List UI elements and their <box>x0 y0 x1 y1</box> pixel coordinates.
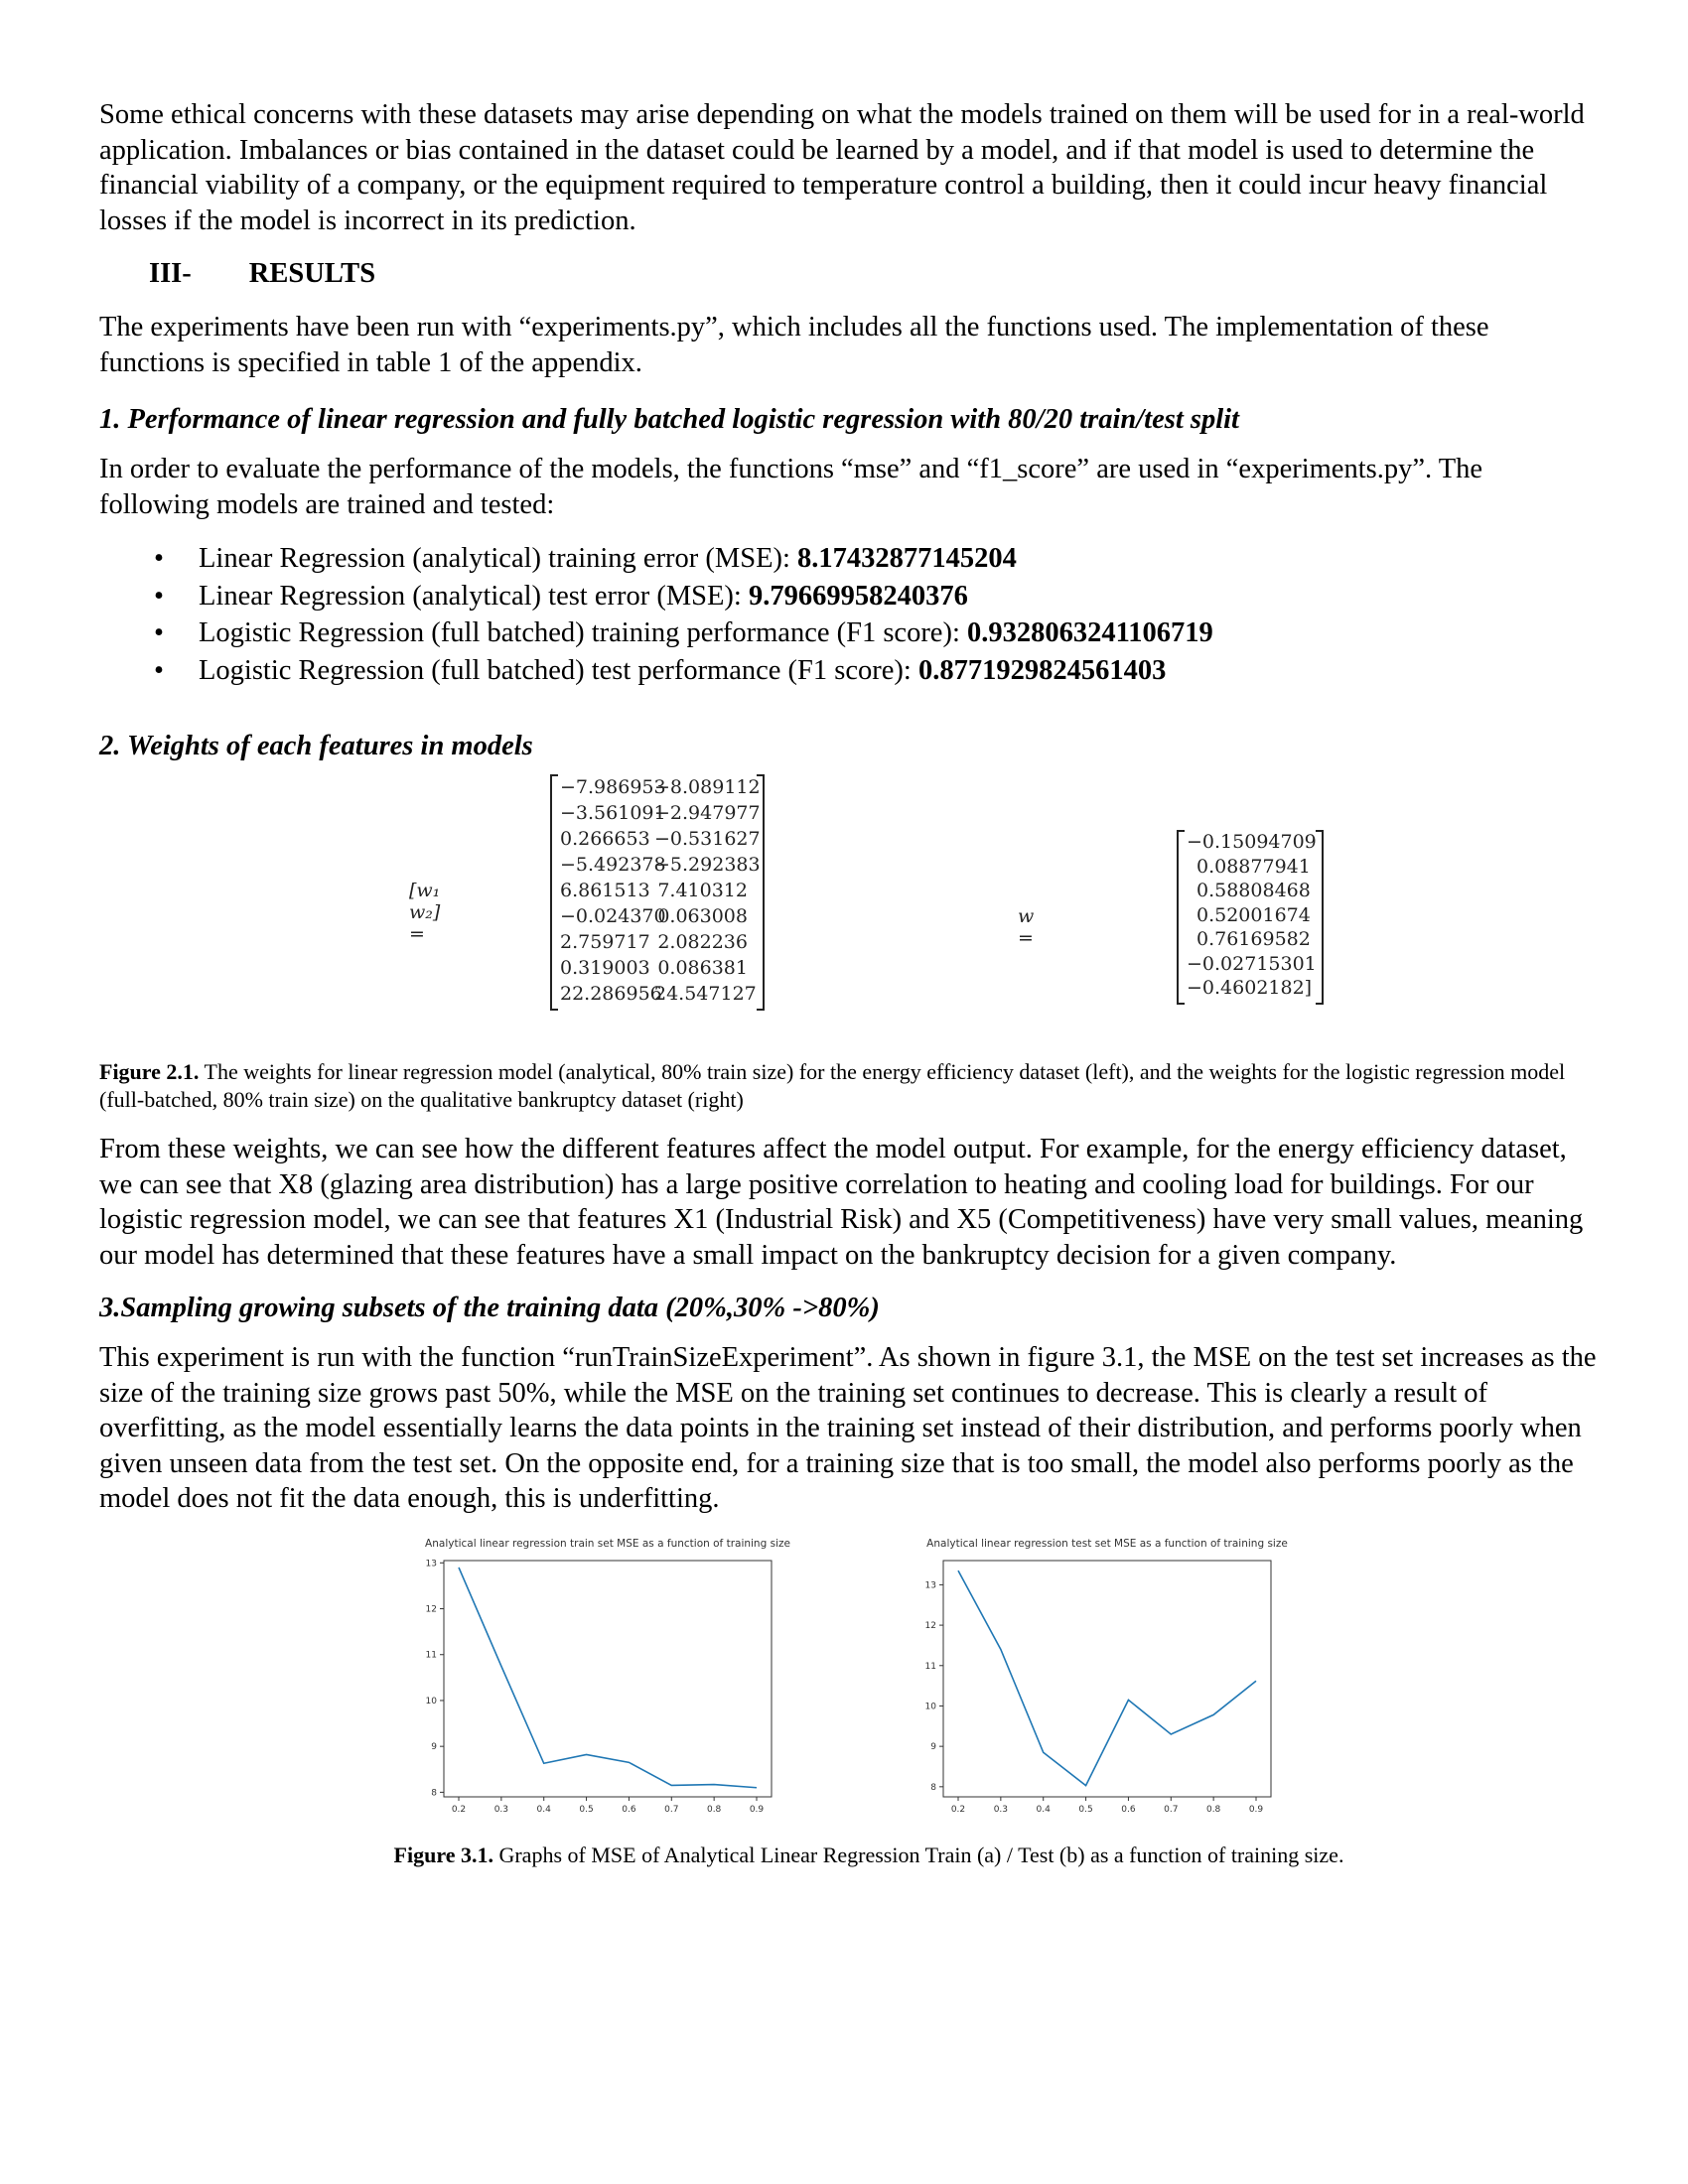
svg-text:0.5: 0.5 <box>579 1804 594 1813</box>
svg-text:12: 12 <box>924 1620 936 1631</box>
svg-text:0.6: 0.6 <box>622 1804 636 1813</box>
left-bracket <box>550 774 558 1011</box>
svg-text:0.9: 0.9 <box>749 1804 765 1813</box>
subheading-performance: 1. Performance of linear regression and fully batched logistic regression with 80/20 train/test split <box>99 404 1239 435</box>
svg-text:0.4: 0.4 <box>1036 1804 1051 1813</box>
svg-text:13: 13 <box>425 1558 437 1569</box>
performance-intro-paragraph: In order to evaluate the performance of the models, the functions “mse” and “f1_score” are used in “experiments.py”. The following models are trained and tested: <box>99 454 1483 520</box>
subheading-weights: 2. Weights of each features in models <box>99 731 533 761</box>
mse-line <box>459 1567 757 1787</box>
svg-text:0.5: 0.5 <box>1078 1804 1093 1813</box>
svg-text:8: 8 <box>930 1782 936 1793</box>
bullet-icon: • <box>154 543 164 574</box>
metric-value: 0.8771929824561403 <box>917 654 1167 686</box>
ethics-paragraph: Some ethical concerns with these datasets may arise depending on what the models trained on them will be used for in a real-world application. Imbalances or bias contained in the dataset could be learned by a model, and if that model is used to determine the financial viability of a company, or the equipment required to temperature control a building, then it could incur heavy financial losses if the model is incorrect in its prediction. <box>99 99 1585 236</box>
bullet-icon: • <box>154 580 164 612</box>
svg-text:0.8: 0.8 <box>1205 1804 1221 1813</box>
results-intro-paragraph: The experiments have been run with “experiments.py”, which includes all the functions used. The implementation of these functions is specified in table 1 of the appendix. <box>99 312 1489 378</box>
vector-lhs: w = <box>1018 905 1035 949</box>
chart-title: Analytical linear regression train set MSE as a function of training size <box>425 1537 790 1550</box>
svg-text:8: 8 <box>431 1787 437 1798</box>
svg-text:0.4: 0.4 <box>536 1804 551 1813</box>
metric-value: 0.9328063241106719 <box>967 617 1213 648</box>
section-heading <box>149 258 1599 290</box>
figure-3-1-charts <box>99 1535 1599 1872</box>
bullet-icon: • <box>154 617 164 648</box>
figure-2-1-caption: Figure 2.1. The weights for linear regression model (analytical, 80% train size) for the energy efficiency dataset (left), and the weights for the logistic regression model (full-batched, 80% train size) on the qualitative bankruptcy dataset (right) <box>99 1059 1566 1112</box>
metric-value: 9.79669958240376 <box>748 580 968 612</box>
right-bracket <box>1316 830 1324 1005</box>
svg-text:13: 13 <box>924 1579 936 1590</box>
bullet-icon: • <box>154 654 164 686</box>
plot-area <box>444 1561 772 1797</box>
document-page <box>99 97 1599 1890</box>
svg-text:11: 11 <box>924 1661 936 1672</box>
matrix-cells: −7.986953 −8.089112 −3.561091 −2.947977 0.266653 −0.531627 −5.492378 −5.292383 6.861513 7.410312 −0.024370 0.063008 2.759717 2.082236 0.319003 0.086381 22.286956 24.547127 <box>560 776 761 1005</box>
plot-area <box>943 1561 1271 1797</box>
list-item: • Logistic Regression (full batched) test performance (F1 score): 0.8771929824561403 <box>99 652 1599 690</box>
svg-text:0.6: 0.6 <box>1121 1804 1136 1813</box>
list-item: • Linear Regression (analytical) training error (MSE): 8.17432877145204 <box>99 540 1599 578</box>
results-list <box>99 540 1599 689</box>
svg-text:0.2: 0.2 <box>451 1804 467 1813</box>
mse-line <box>958 1570 1256 1785</box>
list-item: • Linear Regression (analytical) test error (MSE): 9.79669958240376 <box>99 578 1599 615</box>
test-mse-chart <box>909 1535 1326 1818</box>
svg-text:0.7: 0.7 <box>664 1804 679 1813</box>
svg-text:11: 11 <box>425 1650 437 1661</box>
section-title: RESULTS <box>248 258 376 289</box>
sampling-discussion-paragraph: This experiment is run with the function “runTrainSizeExperiment”. As shown in figure 3.1, the MSE on the test set increases as the size of the training size grows past 50%, while the MSE on the training set continues to decrease. This is clearly a result of overfitting, as the model essentially learns the data points in the training set instead of their distribution, and performs poorly when given unseen data from the test set. On the opposite end, for a training size that is too small, the model also performs poorly as the model does not fit the data enough, this is underfitting. <box>99 1342 1597 1514</box>
svg-text:10: 10 <box>924 1701 936 1711</box>
svg-text:9: 9 <box>930 1741 936 1752</box>
figure-3-1-caption: Figure 3.1. Graphs of MSE of Analytical Linear Regression Train (a) / Test (b) as a function of training size. <box>393 1842 1344 1867</box>
svg-text:0.2: 0.2 <box>950 1804 966 1813</box>
section-number: III- <box>149 258 192 289</box>
svg-text:10: 10 <box>425 1696 437 1706</box>
left-bracket <box>1177 830 1185 1005</box>
svg-text:0.9: 0.9 <box>1248 1804 1264 1813</box>
svg-text:0.3: 0.3 <box>493 1804 509 1813</box>
svg-text:0.8: 0.8 <box>706 1804 722 1813</box>
weights-discussion-paragraph: From these weights, we can see how the different features affect the model output. For example, for the energy efficiency dataset, we can see that X8 (glazing area distribution) has a large positive correlation to heating and cooling load for buildings. For our logistic regression model, we can see that features X1 (Industrial Risk) and X5 (Competitiveness) have very small values, meaning our model has determined that these features have a small impact on the bankruptcy decision for a given company. <box>99 1134 1584 1271</box>
train-mse-chart <box>409 1535 826 1818</box>
svg-text:0.3: 0.3 <box>993 1804 1009 1813</box>
chart-title: Analytical linear regression test set MSE as a function of training size <box>926 1537 1288 1550</box>
right-bracket <box>757 774 765 1011</box>
svg-text:0.7: 0.7 <box>1164 1804 1179 1813</box>
vector-cells: −0.15094709 0.08877941 0.58808468 0.52001674 0.76169582 −0.02715301 −0.4602182] <box>1187 831 1317 999</box>
matrix-lhs: [w₁ w₂] = <box>409 880 441 945</box>
svg-text:9: 9 <box>431 1741 437 1752</box>
svg-text:12: 12 <box>425 1604 437 1615</box>
list-item: • Logistic Regression (full batched) training performance (F1 score): 0.9328063241106719 <box>99 614 1599 652</box>
weight-matrices <box>99 772 1599 1040</box>
subheading-sampling: 3.Sampling growing subsets of the training data (20%,30% ->80%) <box>99 1293 880 1323</box>
metric-value: 8.17432877145204 <box>797 543 1017 574</box>
